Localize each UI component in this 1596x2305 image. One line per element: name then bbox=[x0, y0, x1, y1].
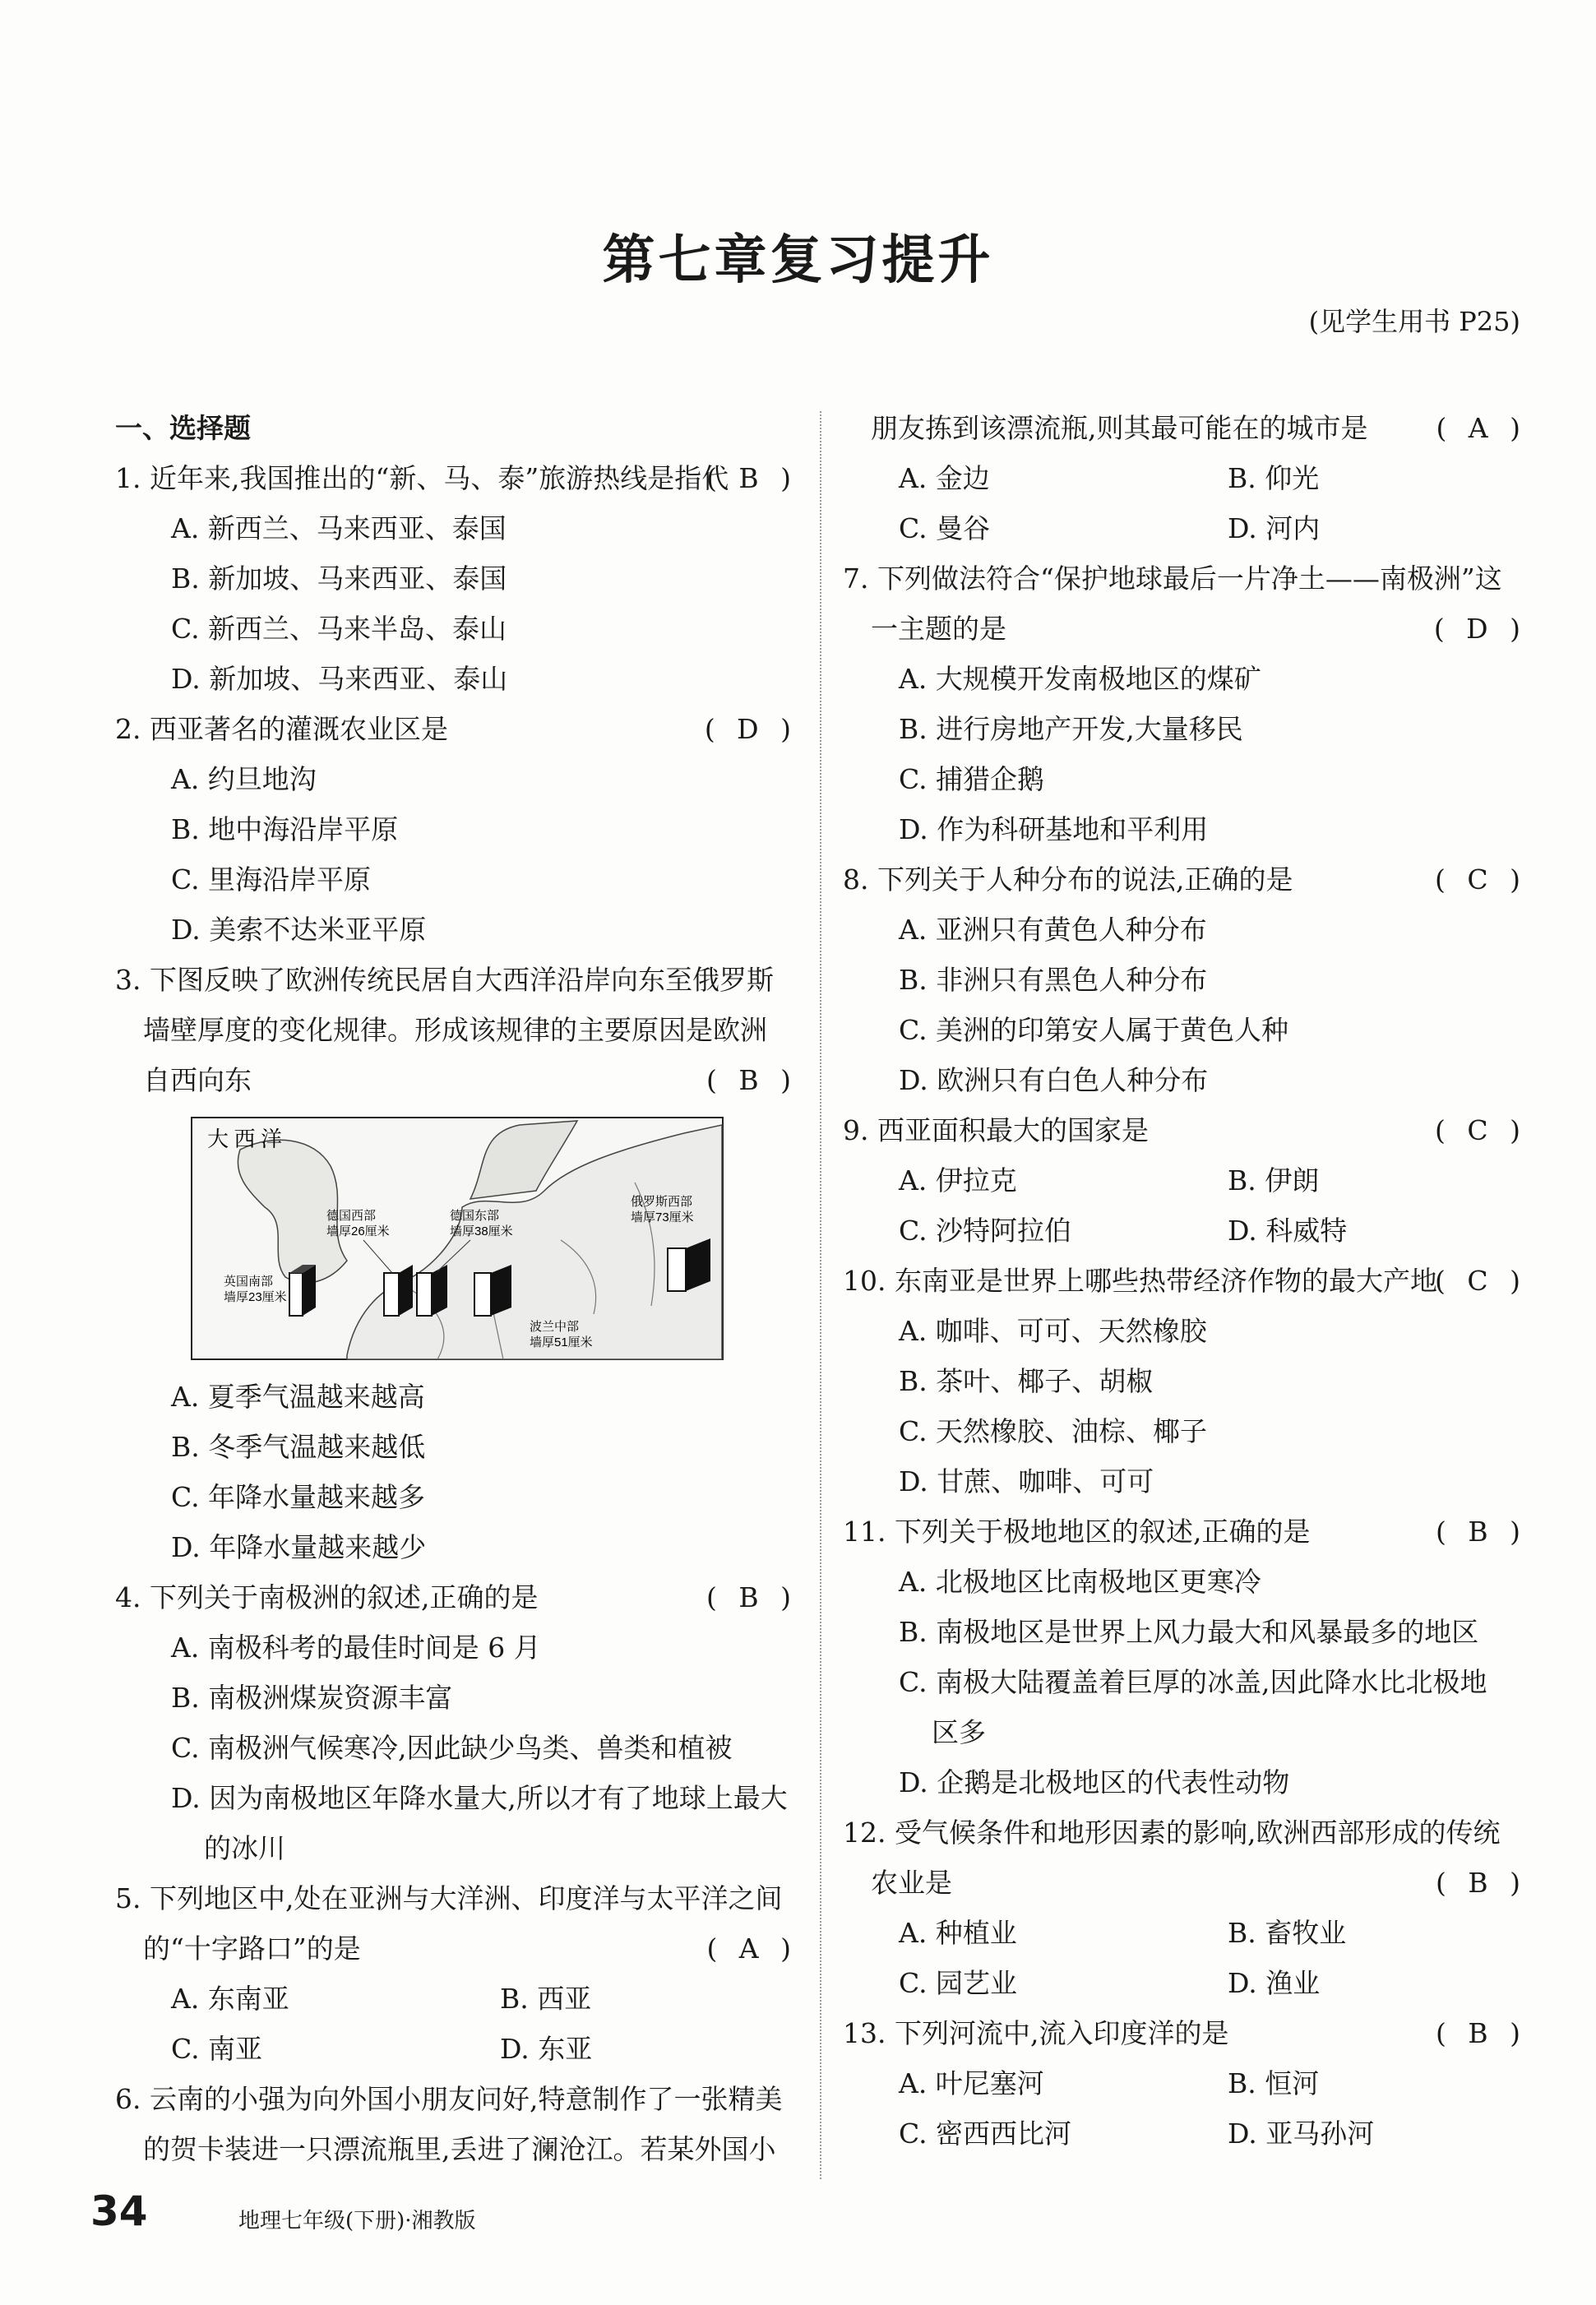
left-column bbox=[115, 403, 798, 2174]
question-12-cont: 农业是 ( B ) bbox=[843, 1858, 1527, 1908]
option-line: C. 新西兰、马来半岛、泰山 bbox=[171, 613, 507, 645]
option-row: C. 南亚 D. 东亚 bbox=[171, 2033, 593, 2065]
option-line: A. 亚洲只有黄色人种分布 bbox=[899, 914, 1207, 946]
wall-block-poland bbox=[474, 1265, 511, 1316]
option-row: A. 伊拉克 B. 伊朗 bbox=[899, 1164, 1320, 1196]
answer-mark: ( C ) bbox=[1435, 1114, 1527, 1146]
option-line: D. 新加坡、马来西亚、泰山 bbox=[171, 663, 508, 695]
label-de-e-2: 墙厚38厘米 bbox=[450, 1224, 513, 1238]
label-uk-1: 英国南部 bbox=[224, 1275, 274, 1289]
question-4: 4. 下列关于南极洲的叙述,正确的是 ( B ) bbox=[115, 1572, 798, 1622]
europe-wall-thickness-map bbox=[191, 1117, 724, 1360]
question-2: 2. 西亚著名的灌溉农业区是 ( D ) bbox=[115, 704, 798, 754]
option-row: A. 叶尼塞河 B. 恒河 bbox=[899, 2067, 1320, 2099]
option-line: D. 企鹅是北极地区的代表性动物 bbox=[899, 1766, 1290, 1798]
book-title: 地理七年级(下册)·湘教版 bbox=[238, 2209, 476, 2233]
question-8: 8. 下列关于人种分布的说法,正确的是 ( C ) bbox=[843, 854, 1527, 905]
option-line: B. 冬季气温越来越低 bbox=[171, 1431, 426, 1463]
option-line: A. 约旦地沟 bbox=[171, 763, 317, 795]
question-10: 10. 东南亚是世界上哪些热带经济作物的最大产地 ( C ) bbox=[843, 1256, 1527, 1306]
option-line: B. 进行房地产开发,大量移民 bbox=[899, 713, 1243, 745]
option-line: D. 年降水量越来越少 bbox=[171, 1531, 427, 1563]
option-row: A. 种植业 B. 畜牧业 bbox=[899, 1917, 1347, 1949]
option-line: A. 夏季气温越来越高 bbox=[171, 1381, 425, 1413]
option-row: C. 密西西比河 D. 亚马孙河 bbox=[899, 2118, 1375, 2150]
label-de-w-1: 德国西部 bbox=[326, 1209, 377, 1223]
question-9: 9. 西亚面积最大的国家是 ( C ) bbox=[843, 1105, 1527, 1155]
column-divider bbox=[820, 411, 821, 2179]
option-line: D. 欧洲只有白色人种分布 bbox=[899, 1064, 1209, 1096]
question-3-cont: 墙壁厚度的变化规律。形成该规律的主要原因是欧洲 bbox=[143, 1014, 767, 1046]
option-line: A. 咖啡、可可、天然橡胶 bbox=[899, 1315, 1207, 1347]
page-number: 34 bbox=[90, 2187, 148, 2235]
option-line-cont: 的冰川 bbox=[204, 1832, 285, 1864]
option-line: B. 南极地区是世界上风力最大和风暴最多的地区 bbox=[899, 1616, 1479, 1648]
option-line: D. 甘蔗、咖啡、可可 bbox=[899, 1465, 1154, 1497]
option-line: B. 地中海沿岸平原 bbox=[171, 813, 399, 845]
option-row: A. 东南亚 B. 西亚 bbox=[171, 1983, 592, 2015]
option-line-cont: 区多 bbox=[932, 1716, 986, 1748]
option-line: C. 南极洲气候寒冷,因此缺少鸟类、兽类和植被 bbox=[171, 1732, 733, 1764]
option-row: A. 金边 B. 仰光 bbox=[899, 462, 1320, 494]
answer-mark: ( A ) bbox=[1436, 412, 1527, 444]
option-line: C. 年降水量越来越多 bbox=[171, 1481, 426, 1513]
option-line: A. 北极地区比南极地区更寒冷 bbox=[899, 1566, 1261, 1598]
question-12: 12. 受气候条件和地形因素的影响,欧洲西部形成的传统 bbox=[843, 1817, 1501, 1849]
page-title: 第七章复习提升 bbox=[602, 230, 994, 291]
label-pl-2: 墙厚51厘米 bbox=[530, 1335, 593, 1349]
option-line: B. 南极洲煤炭资源丰富 bbox=[171, 1682, 453, 1714]
label-pl-1: 波兰中部 bbox=[530, 1320, 580, 1334]
right-column bbox=[843, 403, 1527, 2159]
question-3: 3. 下图反映了欧洲传统民居自大西洋沿岸向东至俄罗斯 bbox=[115, 964, 774, 996]
option-line: B. 非洲只有黑色人种分布 bbox=[899, 964, 1208, 996]
question-11: 11. 下列关于极地地区的叙述,正确的是 ( B ) bbox=[843, 1507, 1527, 1557]
answer-mark: ( B ) bbox=[1436, 1867, 1527, 1899]
wall-block-germany-east bbox=[417, 1265, 447, 1316]
answer-mark: ( A ) bbox=[706, 1932, 798, 1965]
answer-mark: ( D ) bbox=[704, 713, 798, 745]
answer-mark: ( C ) bbox=[1435, 863, 1527, 896]
option-line: B. 新加坡、马来西亚、泰国 bbox=[171, 562, 507, 595]
label-ru-1: 俄罗斯西部 bbox=[631, 1195, 693, 1209]
answer-mark: ( D ) bbox=[1433, 613, 1527, 645]
textbook-reference: (见学生用书 P25) bbox=[1308, 306, 1520, 337]
option-line: C. 里海沿岸平原 bbox=[171, 863, 372, 896]
option-row: C. 沙特阿拉伯 D. 科威特 bbox=[899, 1215, 1348, 1247]
answer-mark: ( B ) bbox=[706, 462, 798, 494]
question-6-cont: 的贺卡装进一只漂流瓶里,丢进了澜沧江。若某外国小 bbox=[143, 2133, 776, 2165]
question-5-cont: 的“十字路口”的是 ( A ) bbox=[115, 1923, 798, 1974]
question-3-cont: 自西向东 ( B ) bbox=[115, 1055, 798, 1105]
answer-mark: ( C ) bbox=[1435, 1265, 1527, 1297]
option-line: D. 作为科研基地和平利用 bbox=[899, 813, 1209, 845]
label-ru-2: 墙厚73厘米 bbox=[631, 1210, 694, 1224]
option-line: C. 南极大陆覆盖着巨厚的冰盖,因此降水比北极地 bbox=[899, 1666, 1487, 1698]
label-uk-2: 墙厚23厘米 bbox=[224, 1290, 287, 1304]
option-line: B. 茶叶、椰子、胡椒 bbox=[899, 1365, 1154, 1397]
option-line: C. 天然橡胶、油棕、椰子 bbox=[899, 1415, 1208, 1447]
option-row: C. 园艺业 D. 渔业 bbox=[899, 1967, 1321, 1999]
option-line: A. 大规模开发南极地区的煤矿 bbox=[899, 663, 1261, 695]
question-1: 1. 近年来,我国推出的“新、马、泰”旅游热线是指代 ( B ) bbox=[115, 453, 798, 503]
wall-block-uk bbox=[289, 1265, 316, 1316]
section-heading: 一、选择题 bbox=[115, 412, 251, 444]
label-de-w-2: 墙厚26厘米 bbox=[326, 1224, 390, 1238]
option-line: A. 新西兰、马来西亚、泰国 bbox=[171, 512, 507, 544]
question-5: 5. 下列地区中,处在亚洲与大洋洲、印度洋与太平洋之间 bbox=[115, 1882, 783, 1914]
wall-block-germany-west bbox=[384, 1265, 413, 1316]
question-6-cont: 朋友拣到该漂流瓶,则其最可能在的城市是 ( A ) bbox=[843, 403, 1527, 453]
question-7: 7. 下列做法符合“保护地球最后一片净土——南极洲”这 bbox=[843, 562, 1502, 595]
option-line: C. 捕猎企鹅 bbox=[899, 763, 1045, 795]
label-de-e-1: 德国东部 bbox=[450, 1209, 500, 1223]
answer-mark: ( B ) bbox=[706, 1581, 798, 1613]
question-6: 6. 云南的小强为向外国小朋友问好,特意制作了一张精美 bbox=[115, 2083, 783, 2115]
ocean-label: 大 西 洋 bbox=[207, 1127, 283, 1151]
question-7-cont: 一主题的是 ( D ) bbox=[843, 604, 1527, 654]
answer-mark: ( B ) bbox=[1436, 2017, 1527, 2049]
option-line: D. 美索不达米亚平原 bbox=[171, 914, 427, 946]
answer-mark: ( B ) bbox=[706, 1064, 798, 1096]
option-line: D. 因为南极地区年降水量大,所以才有了地球上最大 bbox=[171, 1782, 788, 1814]
option-line: C. 美洲的印第安人属于黄色人种 bbox=[899, 1014, 1289, 1046]
answer-mark: ( B ) bbox=[1436, 1516, 1527, 1548]
option-row: C. 曼谷 D. 河内 bbox=[899, 512, 1321, 544]
question-13: 13. 下列河流中,流入印度洋的是 ( B ) bbox=[843, 2008, 1527, 2058]
option-line: A. 南极科考的最佳时间是 6 月 bbox=[171, 1632, 541, 1664]
